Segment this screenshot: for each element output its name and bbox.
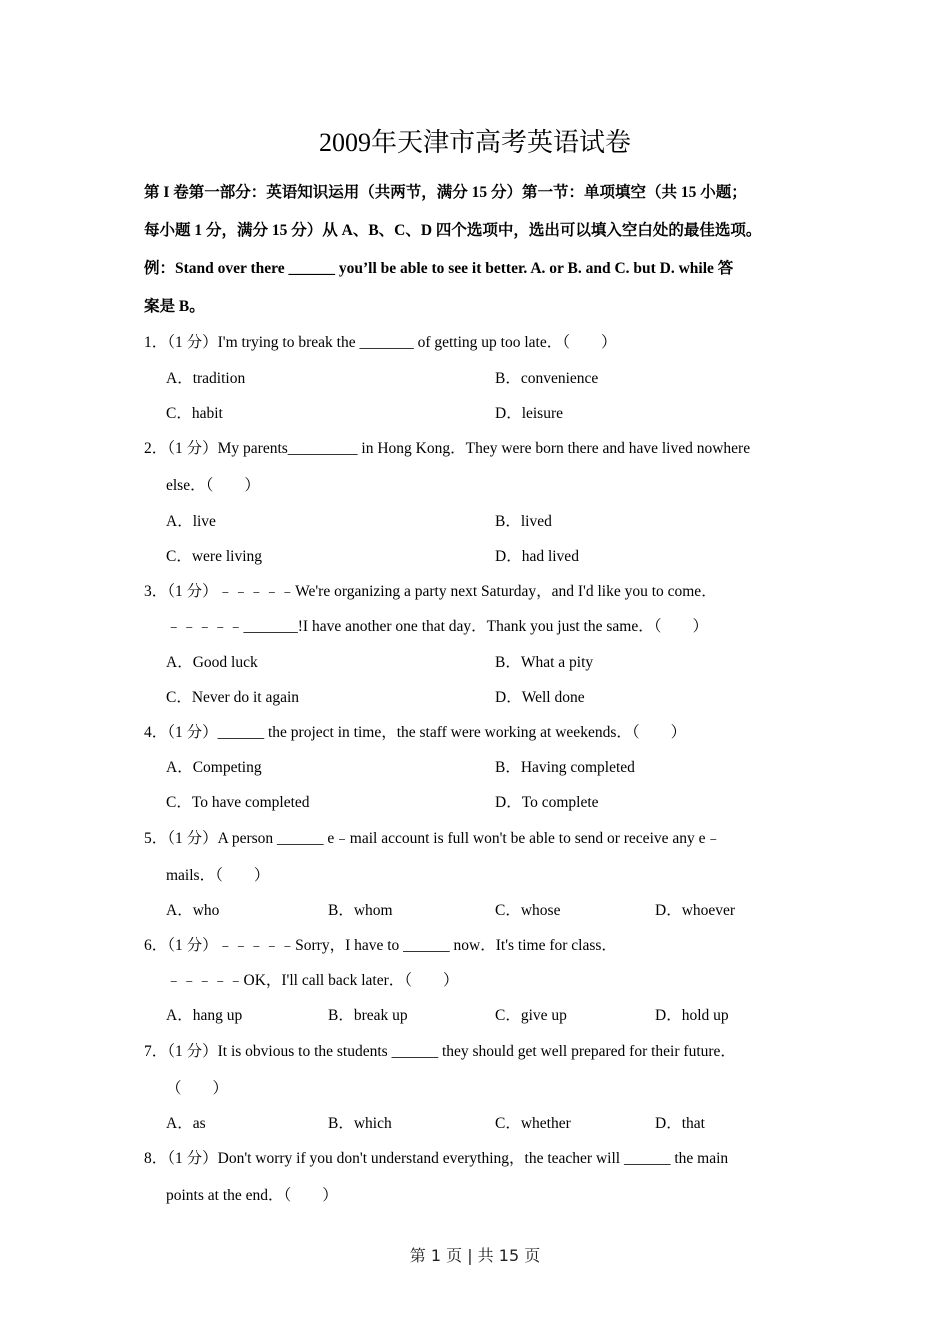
question-2-option-c: C．were living (166, 548, 262, 565)
question-1-option-a: A．tradition (166, 370, 246, 387)
question-5-option-a: A．who (166, 902, 220, 919)
question-3-option-d: D．Well done (495, 689, 585, 706)
page-title: 2009年天津市高考英语试卷 (318, 128, 631, 157)
question-3-option-b: B．What a pity (495, 654, 594, 671)
question-5-option-c: C．whose (495, 902, 561, 919)
question-1-option-d: D．leisure (495, 405, 564, 422)
question-1-option-b: B．convenience (495, 370, 599, 387)
question-6-text: 6．（1 分）﹣﹣﹣﹣﹣Sorry，I have to ______ now．It's time for class． (144, 937, 617, 954)
question-6-option-c: C．give up (495, 1007, 567, 1024)
question-4-option-a: A．Competing (166, 759, 262, 776)
question-4-option-c: C．To have completed (166, 794, 310, 811)
question-5-option-b: B．whom (328, 902, 393, 919)
question-5-text-continued: mails．（ ） (166, 867, 270, 884)
question-6-option-d: D．hold up (655, 1007, 729, 1024)
question-2-option-d: D．had lived (495, 548, 579, 565)
instruction-line: 每小题 1 分，满分 15 分）从 A、B、C、D 四个选项中，选出可以填入空白处的最佳选项。 (144, 222, 762, 239)
instruction-line: 案是 B。 (144, 298, 205, 315)
question-4-option-b: B．Having completed (495, 759, 635, 776)
question-3-text: 3．（1 分）﹣﹣﹣﹣﹣We're organizing a party next Saturday，and I'd like you to come． (144, 583, 717, 600)
question-1-option-c: C．habit (166, 405, 223, 422)
question-3-option-a: A．Good luck (166, 654, 258, 671)
question-4-option-d: D．To complete (495, 794, 599, 811)
instruction-line: 例：Stand over there ______ you’ll be able to see it better. A. or B. and C. but D. while 答 (144, 260, 734, 277)
question-6-option-a: A．hang up (166, 1007, 243, 1024)
instruction-line: 第 I 卷第一部分：英语知识运用（共两节，满分 15 分）第一节：单项填空（共 15 小题； (144, 184, 747, 201)
question-2-option-b: B．lived (495, 513, 552, 530)
question-2-text: 2．（1 分）My parents_________ in Hong Kong．They were born there and have lived nowhere (144, 440, 751, 457)
question-2-text-continued: else．（ ） (166, 477, 260, 494)
question-1-text: 1．（1 分）I'm trying to break the _______ of getting up too late．（ ） (144, 334, 617, 351)
question-5-option-d: D．whoever (655, 902, 736, 919)
question-2-option-a: A．live (166, 513, 216, 530)
question-3-option-c: C．Never do it again (166, 689, 300, 706)
question-7-option-b: B．which (328, 1115, 392, 1132)
question-4-text: 4．（1 分）______ the project in time，the staff were working at weekends．（ ） (144, 724, 687, 741)
question-5-text: 5．（1 分）A person ______ e﹣mail account is full won't be able to send or receive any e﹣ (144, 830, 722, 847)
question-6-option-b: B．break up (328, 1007, 408, 1024)
question-7-option-d: D．that (655, 1115, 705, 1132)
question-6-text-continued: ﹣﹣﹣﹣﹣OK，I'll call back later．（ ） (166, 972, 459, 989)
question-8-text: 8．（1 分）Don't worry if you don't understand everything，the teacher will ______ the main (144, 1150, 729, 1167)
question-7-text: 7．（1 分）It is obvious to the students ______ they should get well prepared for their future． (144, 1043, 736, 1060)
question-8-text-continued: points at the end．（ ） (166, 1187, 338, 1204)
page-footer: 第 1 页 | 共 15 页 (409, 1246, 541, 1265)
section-instructions (144, 174, 814, 326)
question-7-option-c: C．whether (495, 1115, 571, 1132)
question-7-option-a: A．as (166, 1115, 206, 1132)
question-7-text-continued: （ ） (166, 1080, 229, 1097)
question-3-text-continued: ﹣﹣﹣﹣﹣_______!I have another one that day．Thank you just the same．（ ） (166, 618, 708, 635)
